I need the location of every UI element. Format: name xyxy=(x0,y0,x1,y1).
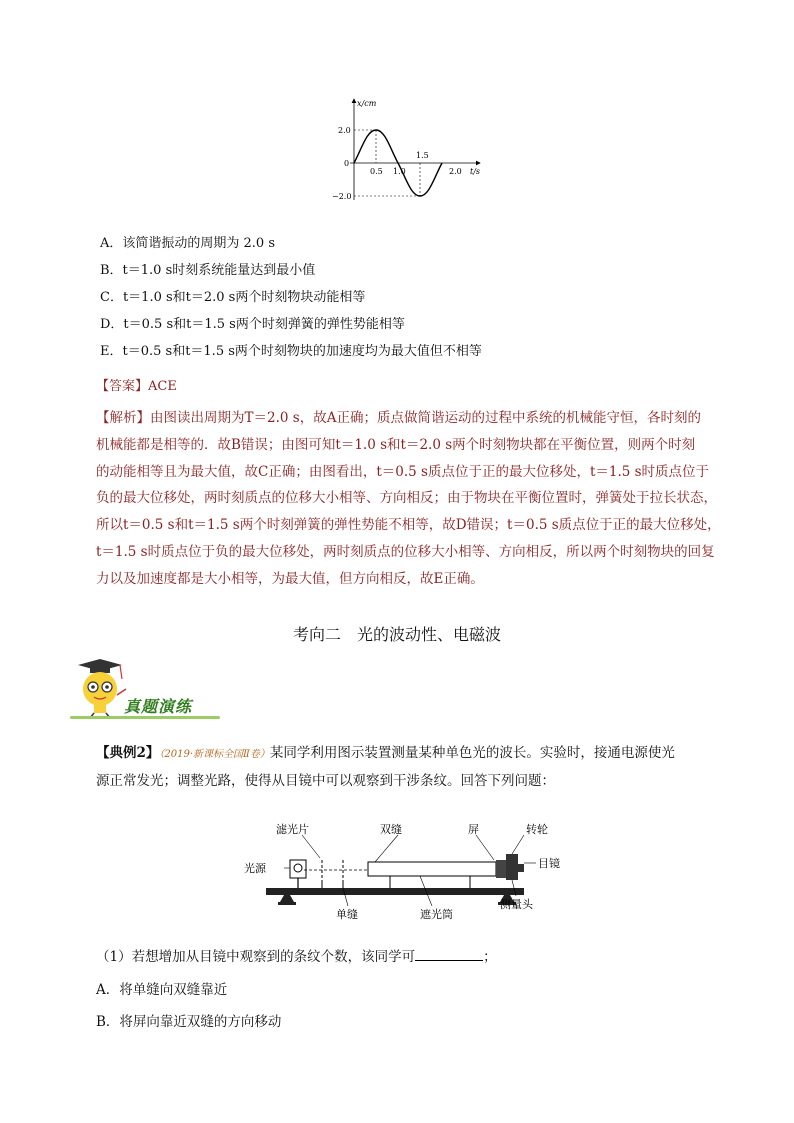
x-tick-1: 1.0 xyxy=(393,167,406,176)
analysis-line: 机械能都是相等的．故B错误；由图可知t＝1.0 s和t＝2.0 s两个时刻物块都在平衡位置，则两个时刻 xyxy=(96,436,696,453)
question-tail: ； xyxy=(483,949,497,965)
analysis-line: 力以及加速度都是大小相等，为最大值，但方向相反，故E正确。 xyxy=(96,570,484,587)
banner-title: 真题演练 xyxy=(124,697,193,716)
analysis-line: 所以t＝0.5 s和t＝1.5 s两个时刻弹簧的弹性势能不相等，故D错误；t＝0.5 s质点位于正的最大位移处， xyxy=(96,517,721,534)
x-axis-label: t/s xyxy=(470,167,481,176)
question-text: （1）若想增加从目镜中观察到的条纹个数，该同学可 xyxy=(96,949,416,965)
label-head: 测量头 xyxy=(500,898,533,911)
y-tick-bottom: −2.0 xyxy=(332,192,352,201)
label-screen: 屏 xyxy=(468,823,479,836)
example-source: （2019·新课标全国Ⅱ卷） xyxy=(159,749,270,760)
analysis-line: 负的最大位移处，两时刻质点的位移大小相等、方向相反；由于物块在平衡位置时，弹簧处于拉长状态， xyxy=(96,490,717,507)
example-text-1: 某同学利用图示装置测量某种单色光的波长。实验时，接通电源使光 xyxy=(269,745,675,761)
label-double-slit: 双缝 xyxy=(380,823,402,836)
x-tick-2: 1.5 xyxy=(416,151,429,160)
label-wheel: 转轮 xyxy=(526,823,548,836)
answer: 【答案】ACE xyxy=(96,379,177,394)
option-d: D．t＝0.5 s和t＝1.5 s两个时刻弹簧的弹性势能相等 xyxy=(100,317,405,332)
label-light-source: 光源 xyxy=(244,862,266,875)
option-a: A．该简谐振动的周期为 2.0 s xyxy=(100,236,275,251)
option-b: B．t＝1.0 s时刻系统能量达到最小值 xyxy=(100,263,316,278)
banner-underline xyxy=(70,716,220,719)
analysis-line: 【解析】由图读出周期为T＝2.0 s，故A正确；质点做简谐运动的过程中系统的机械能守恒，各时刻的 xyxy=(96,410,701,426)
label-single-slit: 单缝 xyxy=(336,908,358,921)
example-paragraph xyxy=(96,740,706,794)
x-tick-0: 0.5 xyxy=(370,167,383,176)
apparatus-diagram xyxy=(240,822,570,922)
label-filter: 滤光片 xyxy=(276,823,309,836)
answer-blank[interactable] xyxy=(415,948,483,961)
choice-b: B．将屏向靠近双缝的方向移动 xyxy=(96,1014,282,1030)
example-text-2: 源正常发光；调整光路，使得从目镜中可以观察到干涉条纹。回答下列问题： xyxy=(96,773,555,789)
section-title: 考向二 光的波动性、电磁波 xyxy=(292,625,501,644)
choice-a: A．将单缝向双缝靠近 xyxy=(96,982,228,998)
y-axis-label: x/cm xyxy=(357,99,377,108)
label-tube: 遮光筒 xyxy=(420,908,453,921)
shm-graph xyxy=(332,96,482,204)
option-c: C．t＝1.0 s和t＝2.0 s两个时刻物块动能相等 xyxy=(100,290,366,305)
label-eyepiece: 目镜 xyxy=(538,857,560,870)
origin-label: 0 xyxy=(344,159,350,168)
analysis-line: 的动能相等且为最大值，故C正确；由图看出，t＝0.5 s质点位于正的最大位移处，t＝1.5 s时质点位于 xyxy=(96,463,710,480)
example-tag: 【典例2】 xyxy=(96,745,160,761)
y-tick-top: 2.0 xyxy=(338,126,351,135)
x-tick-3: 2.0 xyxy=(449,167,462,176)
analysis-line: t＝1.5 s时质点位于负的最大位移处，两时刻质点的位移大小相等、方向相反，所以两个时刻物块的回复 xyxy=(96,543,715,560)
analysis xyxy=(96,405,721,593)
question-1 xyxy=(96,945,497,965)
option-e: E．t＝0.5 s和t＝1.5 s两个时刻物块的加速度均为最大值但不相等 xyxy=(100,344,482,359)
